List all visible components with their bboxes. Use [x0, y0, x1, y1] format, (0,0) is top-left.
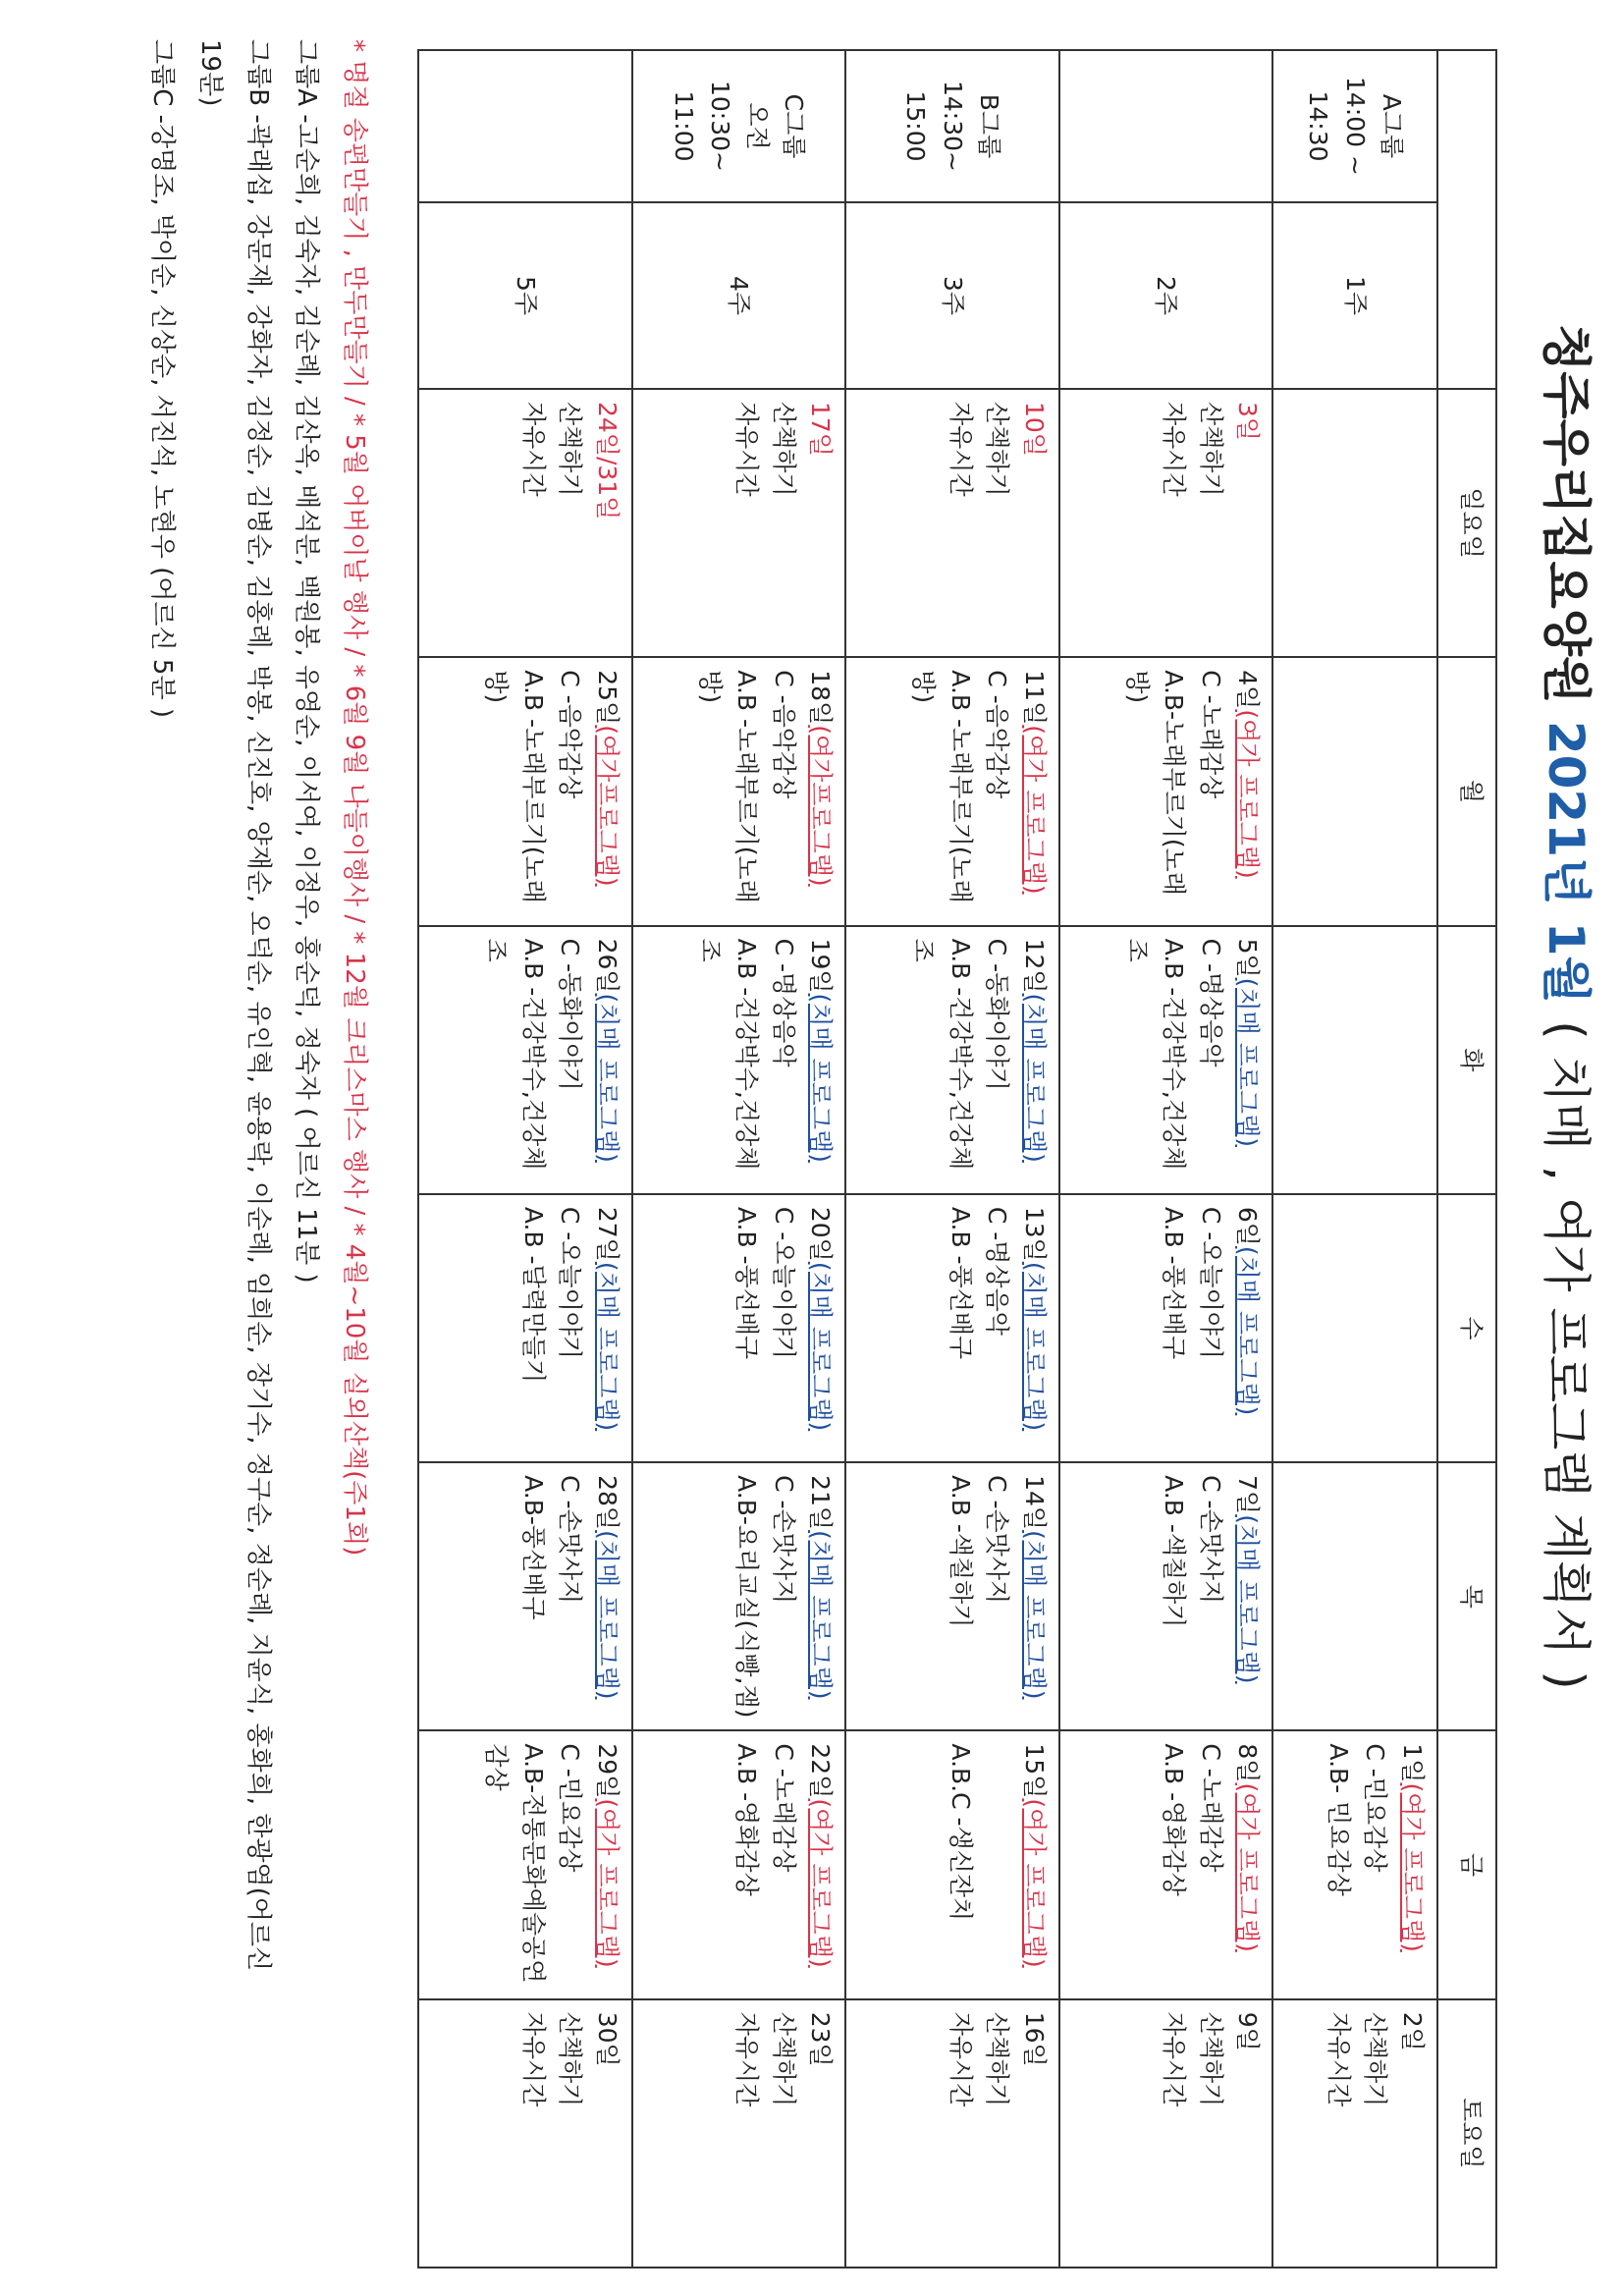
cell-date: 8일 — [1233, 1743, 1263, 1783]
cell-date: 25일 — [592, 670, 622, 726]
activity-line: A.B -영화감상 — [1160, 1743, 1189, 1896]
activity-line: C -음악감상 — [769, 670, 798, 799]
program-tag: (여가 프로그램) — [806, 1798, 836, 1968]
activity-line: A.B -풍선배구 — [946, 1206, 975, 1360]
activity-line: 산책하기 — [1196, 402, 1225, 497]
cell-date: 16일 — [1019, 2011, 1049, 2067]
activity-line: C -오늘이야기 — [556, 1206, 585, 1360]
cell-date: 30일 — [592, 2011, 622, 2067]
day-cell — [418, 926, 632, 1194]
activity-line: A.B -건강박수,건강체조 — [909, 938, 975, 1171]
activity-line: 산책하기 — [1361, 2011, 1390, 2107]
cell-date-line — [1229, 402, 1267, 644]
cell-date: 29일 — [592, 1743, 622, 1799]
cell-date: 26일 — [592, 938, 622, 994]
cell-date-line — [1015, 402, 1053, 644]
day-cell — [1272, 389, 1437, 657]
week-row — [1059, 50, 1273, 2268]
activity-line: A.B -노래부르기(노래방) — [909, 670, 975, 903]
day-cell — [1272, 1462, 1437, 1730]
day-cell — [845, 1730, 1059, 1998]
day-cell — [1272, 657, 1437, 925]
activity-line: A.B -노래부르기(노래방) — [482, 670, 548, 903]
activity-line: 자유시간 — [1160, 402, 1189, 497]
day-cell — [845, 1462, 1059, 1730]
program-tag: (치매 프로그램) — [806, 993, 836, 1163]
cell-date: 4일 — [1233, 670, 1263, 710]
cell-date: 2일 — [1398, 2011, 1427, 2051]
program-tag: (여가 프로그램) — [1019, 1798, 1049, 1968]
cell-date: 21일 — [806, 1475, 836, 1531]
activity-line: C -손맛사지 — [769, 1475, 798, 1605]
activity-line: A.B -건강박수,건강체조 — [482, 938, 548, 1171]
program-tag: (여가 프로그램) — [1398, 1782, 1427, 1952]
activity-line: C -노래감상 — [1196, 1743, 1225, 1873]
cell-date-line — [1015, 2012, 1053, 2255]
activity-line: A.B -풍선배구 — [1160, 1206, 1189, 1360]
cell-date: 9일 — [1233, 2011, 1263, 2051]
activity-line: 산책하기 — [556, 2011, 585, 2107]
activity-line: 자유시간 — [946, 2011, 975, 2107]
week-label: 1주 — [1272, 202, 1437, 389]
day-header: 토요일 — [1437, 1999, 1496, 2268]
program-tag: (치매 프로그램) — [592, 1261, 622, 1432]
group-time: B그룹 14:30~ 15:00 — [845, 50, 1059, 202]
week-label: 4주 — [632, 202, 846, 389]
program-tag: (여가프로그램) — [592, 725, 622, 887]
cell-date: 5일 — [1233, 938, 1263, 978]
cell-date-line — [1229, 670, 1267, 912]
activity-line: 자유시간 — [518, 2011, 548, 2107]
activity-line: C -민요감상 — [1361, 1743, 1390, 1873]
cell-date: 28일 — [592, 1475, 622, 1531]
notes-events: * 명절 송편만들기 , 만두만들기 / * 5월 어버이날 행사 / * 6월 9월 나들이행사 / * 12월 크리스마스 행사 / * 4월~10월 실외산책(주1회) — [340, 39, 369, 1557]
day-cell — [1059, 657, 1273, 925]
activity-line: A.B-요리교실(식빵,잼) — [732, 1475, 762, 1719]
activity-line: C -오늘이야기 — [1196, 1206, 1225, 1360]
notes-group-a: 그룹A -고순희, 김숙자, 김순례, 김산옥, 배석분, 백원봉, 유영순, 이서여, 이정우, 홍순덕, 정숙자 ( 어르신 11분 ) — [292, 39, 321, 1284]
day-cell — [418, 1999, 632, 2268]
activity-line: A.B -건강박수,건강체조 — [1122, 938, 1189, 1171]
activity-line: C -민요감상 — [556, 1743, 585, 1873]
day-cell — [632, 1999, 846, 2268]
activity-line: 산책하기 — [1196, 2011, 1225, 2107]
day-cell — [418, 1462, 632, 1730]
week-row — [1272, 50, 1437, 2268]
activity-line: 자유시간 — [732, 402, 762, 497]
activity-line: A.B -건강박수,건강체조 — [695, 938, 762, 1171]
day-cell — [632, 1730, 846, 1998]
cell-date-line — [588, 939, 625, 1181]
cell-date-line — [588, 1475, 625, 1718]
cell-date-line — [802, 670, 839, 912]
activity-line: 산책하기 — [556, 402, 585, 497]
notes-group-b: 그룹B -곽래섭, 강문재, 강화자, 김정순, 김병순, 김홍례, 박봉, 신진호, 양재순, 오덕순, 유인혁, 윤용락, 이순례, 임희순, 장기수, 정구순, 정순례, 지윤식, 홍화희, 한광염(어르신 — [243, 39, 273, 1972]
cell-date-line — [1394, 1743, 1432, 1986]
week-row — [418, 50, 632, 2268]
cell-date-line — [1229, 1475, 1267, 1718]
week-row — [632, 50, 846, 2268]
cell-date: 23일 — [806, 2011, 836, 2067]
activity-line: 자유시간 — [946, 402, 975, 497]
cell-date: 17일 — [806, 402, 836, 457]
title-subtitle: ( 치매 , 여가 프로그램 계획서 ) — [1538, 1020, 1595, 1690]
activity-line: C -노래감상 — [769, 1743, 798, 1873]
cell-date-line — [1229, 2012, 1267, 2255]
week-label: 3주 — [845, 202, 1059, 389]
day-cell — [845, 926, 1059, 1194]
day-cell — [632, 1194, 846, 1462]
day-cell — [418, 1194, 632, 1462]
header-row — [1437, 50, 1496, 2268]
group-time — [1059, 50, 1273, 202]
program-tag: (치매 프로그램) — [806, 1261, 836, 1432]
cell-date-line — [588, 402, 625, 644]
week-label: 2주 — [1059, 202, 1273, 389]
cell-date-line — [588, 670, 625, 912]
cell-date: 18일 — [806, 670, 836, 726]
activity-line: A.B -영화감상 — [732, 1743, 762, 1896]
cell-date: 14일 — [1019, 1475, 1049, 1531]
day-cell — [1059, 1194, 1273, 1462]
program-tag: (치매 프로그램) — [592, 993, 622, 1163]
day-cell — [1272, 1194, 1437, 1462]
activity-line: A.B -색칠하기 — [946, 1475, 975, 1628]
activity-line: C -음악감상 — [983, 670, 1012, 799]
activity-line: A.B-노래부르기(노래방) — [1122, 670, 1189, 896]
cell-date: 15일 — [1019, 1743, 1049, 1799]
cell-date-line — [1229, 1207, 1267, 1449]
activity-line: 자유시간 — [732, 2011, 762, 2107]
schedule-table — [417, 49, 1497, 2269]
cell-date-line — [1394, 2012, 1432, 2255]
program-tag: (치매 프로그램) — [1233, 1514, 1263, 1684]
cell-date-line — [802, 1475, 839, 1718]
activity-line: A.B.C -생신잔치 — [946, 1743, 975, 1922]
program-tag: (여가 프로그램) — [1233, 1782, 1263, 1952]
day-cell — [845, 1194, 1059, 1462]
cell-date-line — [802, 939, 839, 1181]
cell-date-line — [802, 1207, 839, 1449]
group-time: A그룹 14:00 ~ 14:30 — [1272, 50, 1437, 202]
cell-date: 1일 — [1398, 1743, 1427, 1783]
day-cell — [418, 389, 632, 657]
group-time — [418, 50, 632, 202]
day-header: 수 — [1437, 1194, 1496, 1462]
activity-line: 산책하기 — [769, 402, 798, 497]
cell-date-line — [802, 402, 839, 644]
activity-line: A.B-풍선배구 — [518, 1475, 548, 1620]
activity-line: 자유시간 — [1325, 2011, 1353, 2107]
activity-line: C -오늘이야기 — [769, 1206, 798, 1360]
activity-line: 산책하기 — [769, 2011, 798, 2107]
day-cell — [418, 657, 632, 925]
cell-date: 7일 — [1233, 1475, 1263, 1515]
day-cell — [632, 389, 846, 657]
program-tag: (치매 프로그램) — [806, 1530, 836, 1700]
activity-line: 산책하기 — [983, 402, 1012, 497]
activity-line: C -동화이야기 — [983, 938, 1012, 1091]
cell-date: 6일 — [1233, 1206, 1263, 1246]
activity-line: 자유시간 — [518, 402, 548, 497]
notes-group-c: 그룹C -강명조, 박이순, 신상순, 서진석, 노현우 (어르신 5분 ) — [147, 39, 177, 718]
cell-date-line — [588, 1207, 625, 1449]
day-cell — [1272, 926, 1437, 1194]
cell-date: 11일 — [1019, 670, 1049, 726]
activity-line: A.B-전통문화예술공연감상 — [482, 1743, 548, 1984]
week-row — [845, 50, 1059, 2268]
cell-date: 22일 — [806, 1743, 836, 1799]
notes-group-b-count: 19분) — [195, 39, 225, 107]
cell-date-line — [1015, 670, 1053, 912]
activity-line: A.B -달력만들기 — [518, 1206, 548, 1384]
program-tag: (치매 프로그램) — [1233, 1245, 1263, 1416]
cell-date-line — [1015, 1743, 1053, 1986]
cell-date: 19일 — [806, 938, 836, 994]
activity-line: A.B -노래부르기(노래방) — [695, 670, 762, 903]
activity-line: C -손맛사지 — [983, 1475, 1012, 1605]
day-cell — [1059, 389, 1273, 657]
day-header: 금 — [1437, 1730, 1496, 1998]
notes — [137, 39, 378, 2269]
program-tag: (여가 프로그램) — [1019, 725, 1049, 895]
cell-date-line — [588, 1743, 625, 1986]
title-year: 2021년 1월 — [1538, 720, 1595, 1004]
day-cell — [1272, 1999, 1437, 2268]
activity-line: A.B- 민요감상 — [1325, 1743, 1353, 1896]
activity-line: C -명상음악 — [983, 1206, 1012, 1336]
cell-date-line — [588, 2012, 625, 2255]
activity-line — [979, 1743, 1016, 1986]
day-header: 일요일 — [1437, 389, 1496, 657]
day-cell — [632, 1462, 846, 1730]
activity-line: C -동화이야기 — [556, 938, 585, 1091]
header-corner — [1437, 50, 1496, 389]
day-header: 목 — [1437, 1462, 1496, 1730]
week-label: 5주 — [418, 202, 632, 389]
day-cell — [632, 926, 846, 1194]
activity-line: C -노래감상 — [1196, 670, 1225, 799]
activity-line: C -음악감상 — [556, 670, 585, 799]
cell-date: 24일/31일 — [592, 402, 622, 520]
cell-date: 13일 — [1019, 1206, 1049, 1262]
day-header: 화 — [1437, 926, 1496, 1194]
day-cell — [1059, 926, 1273, 1194]
program-tag: (여가 프로그램) — [592, 1798, 622, 1968]
cell-date-line — [1015, 939, 1053, 1181]
day-cell — [845, 1999, 1059, 2268]
cell-date: 20일 — [806, 1206, 836, 1262]
program-tag: (치매 프로그램) — [1233, 977, 1263, 1147]
program-tag: (치매 프로그램) — [1019, 1261, 1049, 1432]
day-cell — [632, 657, 846, 925]
day-header: 월 — [1437, 657, 1496, 925]
page-title — [1535, 324, 1605, 1690]
cell-date: 12일 — [1019, 938, 1049, 994]
activity-line: A.B -색칠하기 — [1160, 1475, 1189, 1628]
activity-line: C -손맛사지 — [556, 1475, 585, 1605]
cell-date: 27일 — [592, 1206, 622, 1262]
activity-line: C -손맛사지 — [1196, 1475, 1225, 1605]
day-cell — [418, 1730, 632, 1998]
cell-date: 3일 — [1233, 402, 1263, 442]
program-tag: (치매 프로그램) — [592, 1530, 622, 1700]
cell-date-line — [802, 2012, 839, 2255]
cell-date-line — [1015, 1207, 1053, 1449]
day-cell — [1059, 1999, 1273, 2268]
day-cell — [1059, 1730, 1273, 1998]
activity-line: C -명상음악 — [769, 938, 798, 1067]
day-cell — [1272, 1730, 1437, 1998]
activity-line: C -명상음악 — [1196, 938, 1225, 1067]
cell-date: 10일 — [1019, 402, 1049, 457]
day-cell — [1059, 1462, 1273, 1730]
program-tag: (여가프로그램) — [806, 725, 836, 887]
day-cell — [845, 657, 1059, 925]
cell-date-line — [802, 1743, 839, 1986]
cell-date-line — [1229, 1743, 1267, 1986]
activity-line: 산책하기 — [983, 2011, 1012, 2107]
title-main: 청주우리집요양원 — [1538, 324, 1595, 704]
cell-date-line — [1015, 1475, 1053, 1718]
activity-line: 자유시간 — [1160, 2011, 1189, 2107]
cell-date-line — [1229, 939, 1267, 1181]
program-tag: (여가 프로그램) — [1233, 709, 1263, 879]
day-cell — [845, 389, 1059, 657]
activity-line: A.B -풍선배구 — [732, 1206, 762, 1360]
program-tag: (치매 프로그램) — [1019, 993, 1049, 1163]
program-tag: (치매 프로그램) — [1019, 1530, 1049, 1700]
group-time: C그룹 오전 10:30~ 11:00 — [632, 50, 846, 202]
